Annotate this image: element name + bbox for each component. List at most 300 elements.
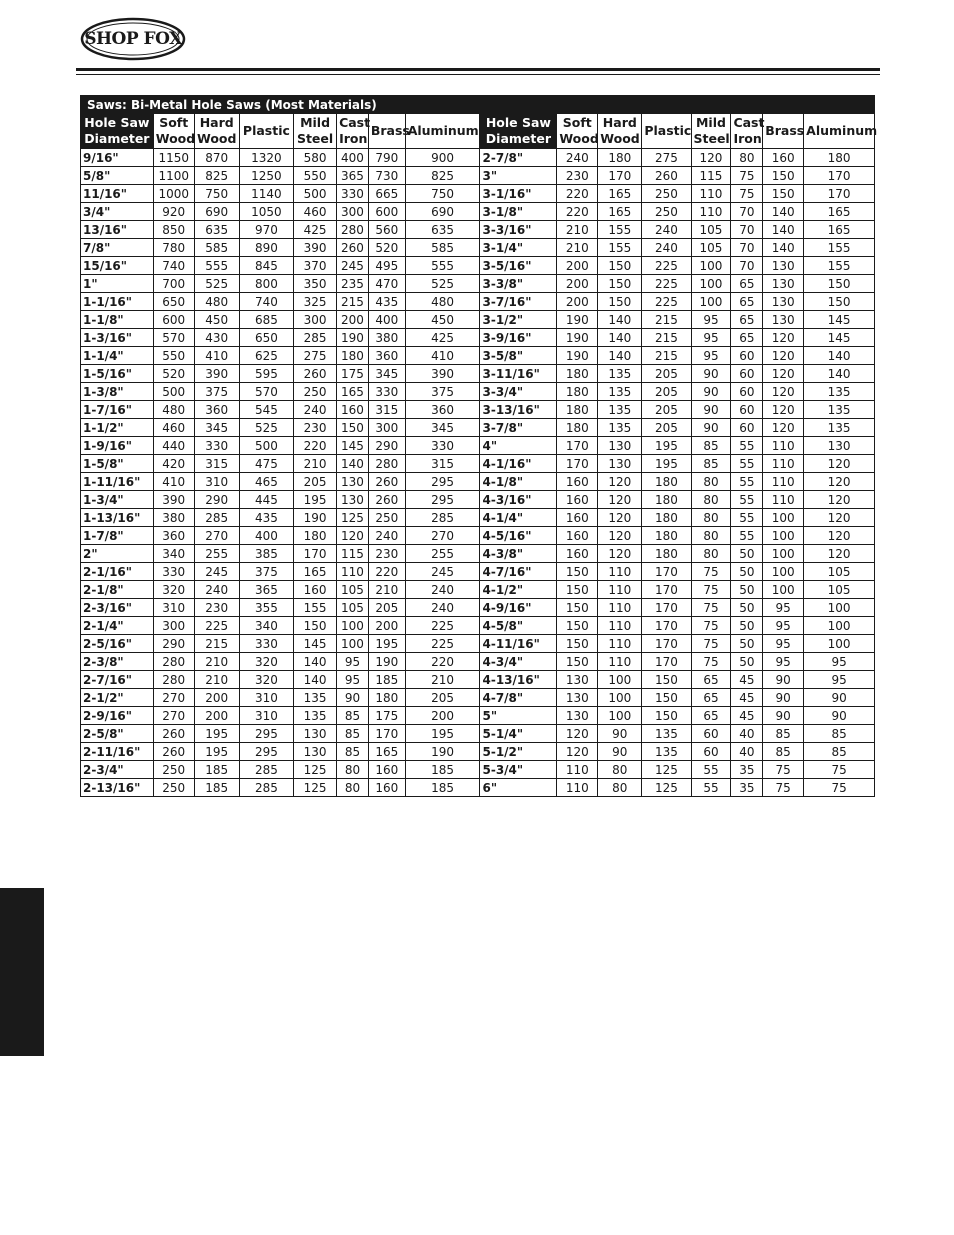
rpm-cell: 285 (239, 779, 293, 797)
rpm-cell: 285 (194, 509, 239, 527)
rpm-cell: 1250 (239, 167, 293, 185)
rpm-cell: 400 (337, 149, 369, 167)
table-row (81, 653, 875, 671)
table-row (81, 275, 875, 293)
rpm-cell: 90 (598, 743, 642, 761)
rpm-cell: 95 (337, 653, 369, 671)
rpm-cell: 110 (337, 563, 369, 581)
rpm-cell: 135 (642, 743, 691, 761)
rpm-cell: 635 (194, 221, 239, 239)
table-row (81, 491, 875, 509)
diameter-cell: 4-13/16" (480, 671, 557, 689)
rpm-cell: 1000 (153, 185, 194, 203)
rpm-cell: 120 (598, 527, 642, 545)
rpm-cell: 165 (804, 203, 875, 221)
rpm-cell: 200 (194, 707, 239, 725)
rpm-cell: 55 (731, 509, 763, 527)
rpm-cell: 120 (763, 329, 804, 347)
rpm-cell: 220 (405, 653, 480, 671)
rpm-cell: 150 (337, 419, 369, 437)
rpm-cell: 45 (731, 689, 763, 707)
rpm-cell: 180 (557, 419, 598, 437)
column-header: Hard Wood (194, 114, 239, 149)
rpm-cell: 65 (731, 311, 763, 329)
rpm-cell: 85 (804, 743, 875, 761)
rpm-cell: 410 (405, 347, 480, 365)
table-row (81, 221, 875, 239)
rpm-cell: 150 (598, 257, 642, 275)
rpm-cell: 80 (731, 149, 763, 167)
rpm-cell: 200 (405, 707, 480, 725)
diameter-cell: 2-7/8" (480, 149, 557, 167)
rpm-cell: 215 (194, 635, 239, 653)
rpm-cell: 200 (194, 689, 239, 707)
rpm-cell: 560 (368, 221, 405, 239)
rpm-cell: 170 (557, 437, 598, 455)
column-header: Soft Wood (153, 114, 194, 149)
rpm-cell: 150 (557, 635, 598, 653)
rpm-cell: 210 (405, 671, 480, 689)
rpm-cell: 100 (763, 563, 804, 581)
rpm-cell: 290 (194, 491, 239, 509)
table-row (81, 293, 875, 311)
rpm-cell: 125 (294, 779, 337, 797)
rpm-cell: 375 (405, 383, 480, 401)
diameter-cell: 1-5/8" (81, 455, 154, 473)
rpm-cell: 100 (337, 617, 369, 635)
column-header: Plastic (239, 114, 293, 149)
rpm-cell: 135 (598, 383, 642, 401)
rpm-cell: 170 (294, 545, 337, 563)
rpm-cell: 180 (642, 473, 691, 491)
rpm-cell: 330 (368, 383, 405, 401)
rpm-cell: 110 (763, 473, 804, 491)
diameter-cell: 3-3/16" (480, 221, 557, 239)
rpm-cell: 185 (405, 761, 480, 779)
column-header: Mild Steel (691, 114, 731, 149)
rpm-cell: 205 (642, 365, 691, 383)
rpm-cell: 180 (557, 401, 598, 419)
rpm-cell: 115 (691, 167, 731, 185)
rpm-cell: 255 (194, 545, 239, 563)
rpm-cell: 210 (194, 671, 239, 689)
rpm-cell: 300 (153, 617, 194, 635)
rpm-cell: 80 (691, 491, 731, 509)
diameter-cell: 1-7/16" (81, 401, 154, 419)
rpm-cell: 180 (337, 347, 369, 365)
rpm-cell: 110 (598, 617, 642, 635)
rpm-cell: 140 (294, 671, 337, 689)
rpm-cell: 95 (763, 635, 804, 653)
rpm-cell: 330 (337, 185, 369, 203)
diameter-cell: 5/8" (81, 167, 154, 185)
rpm-cell: 225 (405, 617, 480, 635)
rpm-cell: 185 (194, 761, 239, 779)
rpm-cell: 110 (763, 491, 804, 509)
diameter-cell: 4-1/8" (480, 473, 557, 491)
rpm-cell: 235 (337, 275, 369, 293)
rpm-cell: 130 (557, 707, 598, 725)
column-header: Mild Steel (294, 114, 337, 149)
rpm-cell: 555 (194, 257, 239, 275)
rpm-cell: 110 (763, 437, 804, 455)
rpm-cell: 240 (194, 581, 239, 599)
header-rule-thin (76, 74, 880, 75)
table-row (81, 365, 875, 383)
rpm-cell: 55 (691, 761, 731, 779)
rpm-cell: 100 (598, 707, 642, 725)
rpm-cell: 130 (294, 743, 337, 761)
rpm-cell: 120 (804, 455, 875, 473)
rpm-cell: 170 (557, 455, 598, 473)
rpm-cell: 75 (691, 581, 731, 599)
rpm-cell: 1100 (153, 167, 194, 185)
rpm-cell: 650 (239, 329, 293, 347)
rpm-cell: 580 (294, 149, 337, 167)
diameter-cell: 3-3/4" (480, 383, 557, 401)
rpm-cell: 240 (368, 527, 405, 545)
rpm-cell: 180 (368, 689, 405, 707)
rpm-cell: 245 (337, 257, 369, 275)
rpm-cell: 120 (763, 401, 804, 419)
diameter-cell: 1-1/8" (81, 311, 154, 329)
rpm-cell: 150 (804, 293, 875, 311)
diameter-cell: 7/8" (81, 239, 154, 257)
rpm-cell: 340 (239, 617, 293, 635)
rpm-cell: 230 (557, 167, 598, 185)
rpm-cell: 700 (153, 275, 194, 293)
rpm-cell: 200 (557, 257, 598, 275)
rpm-cell: 440 (153, 437, 194, 455)
rpm-cell: 740 (239, 293, 293, 311)
rpm-cell: 300 (294, 311, 337, 329)
table-row (81, 689, 875, 707)
rpm-cell: 1150 (153, 149, 194, 167)
diameter-cell: 3-11/16" (480, 365, 557, 383)
rpm-cell: 60 (691, 743, 731, 761)
rpm-cell: 120 (804, 545, 875, 563)
rpm-cell: 120 (598, 509, 642, 527)
shop-fox-logo (80, 17, 186, 61)
rpm-cell: 50 (731, 563, 763, 581)
rpm-cell: 130 (557, 689, 598, 707)
rpm-cell: 180 (642, 527, 691, 545)
rpm-cell: 360 (368, 347, 405, 365)
rpm-cell: 450 (405, 311, 480, 329)
rpm-cell: 185 (194, 779, 239, 797)
table-row (81, 455, 875, 473)
rpm-cell: 130 (598, 437, 642, 455)
rpm-cell: 90 (691, 383, 731, 401)
rpm-cell: 520 (153, 365, 194, 383)
rpm-cell: 100 (763, 581, 804, 599)
rpm-cell: 110 (598, 563, 642, 581)
rpm-cell: 225 (405, 635, 480, 653)
rpm-cell: 150 (804, 275, 875, 293)
rpm-cell: 205 (642, 419, 691, 437)
rpm-cell: 685 (239, 311, 293, 329)
rpm-cell: 290 (153, 635, 194, 653)
rpm-cell: 55 (731, 455, 763, 473)
rpm-cell: 70 (731, 221, 763, 239)
rpm-cell: 130 (294, 725, 337, 743)
rpm-cell: 260 (642, 167, 691, 185)
rpm-cell: 130 (763, 257, 804, 275)
diameter-cell: 5-3/4" (480, 761, 557, 779)
table-row (81, 545, 875, 563)
rpm-cell: 70 (731, 239, 763, 257)
rpm-cell: 110 (598, 599, 642, 617)
rpm-cell: 250 (642, 203, 691, 221)
column-header: Soft Wood (557, 114, 598, 149)
rpm-cell: 215 (642, 329, 691, 347)
rpm-cell: 310 (194, 473, 239, 491)
rpm-cell: 285 (405, 509, 480, 527)
diameter-cell: 3-5/16" (480, 257, 557, 275)
rpm-cell: 215 (642, 311, 691, 329)
rpm-cell: 95 (804, 653, 875, 671)
rpm-cell: 390 (405, 365, 480, 383)
rpm-cell: 100 (804, 635, 875, 653)
rpm-cell: 150 (598, 293, 642, 311)
rpm-cell: 140 (763, 221, 804, 239)
diameter-cell: 4-5/8" (480, 617, 557, 635)
rpm-cell: 130 (763, 311, 804, 329)
rpm-cell: 170 (804, 185, 875, 203)
diameter-cell: 3" (480, 167, 557, 185)
table-row (81, 563, 875, 581)
diameter-cell: 1-3/4" (81, 491, 154, 509)
rpm-cell: 245 (194, 563, 239, 581)
rpm-cell: 60 (731, 401, 763, 419)
rpm-cell: 100 (691, 257, 731, 275)
table-row (81, 527, 875, 545)
rpm-cell: 360 (194, 401, 239, 419)
diameter-cell: 1-1/4" (81, 347, 154, 365)
diameter-cell: 5-1/4" (480, 725, 557, 743)
rpm-cell: 145 (804, 311, 875, 329)
rpm-cell: 250 (153, 779, 194, 797)
rpm-cell: 285 (294, 329, 337, 347)
rpm-cell: 240 (642, 239, 691, 257)
rpm-cell: 95 (691, 329, 731, 347)
rpm-cell: 150 (557, 599, 598, 617)
rpm-cell: 170 (368, 725, 405, 743)
rpm-cell: 225 (642, 275, 691, 293)
rpm-cell: 140 (337, 455, 369, 473)
rpm-cell: 330 (194, 437, 239, 455)
rpm-cell: 185 (405, 779, 480, 797)
rpm-cell: 100 (598, 671, 642, 689)
rpm-cell: 275 (642, 149, 691, 167)
diameter-cell: 5" (480, 707, 557, 725)
rpm-cell: 225 (194, 617, 239, 635)
rpm-cell: 195 (194, 743, 239, 761)
rpm-cell: 870 (194, 149, 239, 167)
rpm-cell: 215 (642, 347, 691, 365)
diameter-cell: 2" (81, 545, 154, 563)
rpm-cell: 600 (368, 203, 405, 221)
rpm-cell: 130 (763, 275, 804, 293)
rpm-cell: 360 (153, 527, 194, 545)
table-row (81, 599, 875, 617)
table-row (81, 401, 875, 419)
diameter-cell: 2-1/16" (81, 563, 154, 581)
rpm-cell: 80 (691, 545, 731, 563)
rpm-cell: 165 (337, 383, 369, 401)
rpm-cell: 365 (337, 167, 369, 185)
rpm-cell: 480 (153, 401, 194, 419)
rpm-cell: 450 (194, 311, 239, 329)
rpm-cell: 320 (239, 653, 293, 671)
rpm-cell: 55 (731, 437, 763, 455)
rpm-cell: 160 (557, 527, 598, 545)
rpm-cell: 260 (368, 473, 405, 491)
rpm-cell: 55 (691, 779, 731, 797)
rpm-cell: 150 (557, 653, 598, 671)
rpm-cell: 970 (239, 221, 293, 239)
rpm-cell: 95 (337, 671, 369, 689)
column-header: Hole Saw Diameter (480, 114, 557, 149)
rpm-cell: 65 (691, 671, 731, 689)
rpm-cell: 170 (642, 563, 691, 581)
rpm-cell: 130 (337, 473, 369, 491)
rpm-cell: 460 (153, 419, 194, 437)
column-header: Aluminum (804, 114, 875, 149)
rpm-cell: 460 (294, 203, 337, 221)
rpm-cell: 65 (731, 275, 763, 293)
rpm-cell: 740 (153, 257, 194, 275)
rpm-cell: 400 (368, 311, 405, 329)
rpm-cell: 435 (368, 293, 405, 311)
rpm-cell: 165 (598, 185, 642, 203)
diameter-cell: 2-5/16" (81, 635, 154, 653)
rpm-cell: 790 (368, 149, 405, 167)
rpm-cell: 525 (405, 275, 480, 293)
rpm-cell: 80 (691, 527, 731, 545)
rpm-cell: 135 (598, 401, 642, 419)
rpm-cell: 125 (642, 779, 691, 797)
rpm-cell: 140 (804, 365, 875, 383)
table-row (81, 635, 875, 653)
rpm-cell: 135 (598, 365, 642, 383)
table-row (81, 185, 875, 203)
rpm-cell: 295 (405, 491, 480, 509)
rpm-cell: 520 (368, 239, 405, 257)
rpm-cell: 295 (239, 743, 293, 761)
rpm-cell: 175 (368, 707, 405, 725)
table-row (81, 239, 875, 257)
table-row (81, 617, 875, 635)
rpm-cell: 225 (642, 293, 691, 311)
rpm-cell: 635 (405, 221, 480, 239)
rpm-cell: 150 (642, 689, 691, 707)
rpm-cell: 150 (763, 167, 804, 185)
rpm-cell: 270 (405, 527, 480, 545)
rpm-cell: 90 (763, 689, 804, 707)
rpm-cell: 75 (731, 185, 763, 203)
rpm-cell: 240 (557, 149, 598, 167)
rpm-cell: 190 (368, 653, 405, 671)
rpm-cell: 150 (642, 671, 691, 689)
rpm-cell: 100 (691, 293, 731, 311)
rpm-cell: 150 (763, 185, 804, 203)
rpm-cell: 170 (642, 581, 691, 599)
rpm-cell: 275 (294, 347, 337, 365)
rpm-cell: 270 (194, 527, 239, 545)
rpm-cell: 550 (294, 167, 337, 185)
rpm-cell: 85 (337, 743, 369, 761)
rpm-cell: 130 (763, 293, 804, 311)
rpm-cell: 375 (194, 383, 239, 401)
rpm-cell: 140 (763, 239, 804, 257)
rpm-cell: 280 (368, 455, 405, 473)
column-header: Cast Iron (731, 114, 763, 149)
rpm-cell: 825 (405, 167, 480, 185)
rpm-cell: 355 (239, 599, 293, 617)
diameter-cell: 1-3/8" (81, 383, 154, 401)
rpm-cell: 115 (337, 545, 369, 563)
rpm-cell: 585 (405, 239, 480, 257)
rpm-cell: 100 (763, 545, 804, 563)
rpm-cell: 120 (804, 473, 875, 491)
diameter-cell: 4-3/8" (480, 545, 557, 563)
table-row (81, 149, 875, 167)
rpm-cell: 50 (731, 617, 763, 635)
rpm-cell: 100 (337, 635, 369, 653)
diameter-cell: 1" (81, 275, 154, 293)
rpm-cell: 160 (557, 509, 598, 527)
rpm-cell: 690 (405, 203, 480, 221)
rpm-cell: 120 (804, 527, 875, 545)
rpm-cell: 130 (557, 671, 598, 689)
rpm-cell: 260 (153, 743, 194, 761)
rpm-cell: 135 (804, 383, 875, 401)
rpm-cell: 240 (405, 581, 480, 599)
rpm-cell: 240 (405, 599, 480, 617)
rpm-cell: 55 (731, 527, 763, 545)
rpm-cell: 260 (294, 365, 337, 383)
diameter-cell: 3-1/4" (480, 239, 557, 257)
rpm-cell: 500 (153, 383, 194, 401)
rpm-cell: 130 (598, 455, 642, 473)
rpm-cell: 60 (731, 365, 763, 383)
rpm-cell: 75 (691, 599, 731, 617)
rpm-cell: 205 (368, 599, 405, 617)
rpm-cell: 425 (294, 221, 337, 239)
diameter-cell: 1-3/16" (81, 329, 154, 347)
rpm-cell: 300 (368, 419, 405, 437)
rpm-cell: 240 (294, 401, 337, 419)
rpm-cell: 320 (239, 671, 293, 689)
rpm-cell: 100 (763, 509, 804, 527)
rpm-cell: 85 (691, 437, 731, 455)
rpm-cell: 120 (598, 491, 642, 509)
rpm-cell: 285 (239, 761, 293, 779)
rpm-cell: 190 (557, 311, 598, 329)
rpm-cell: 90 (763, 671, 804, 689)
table-row (81, 383, 875, 401)
rpm-cell: 690 (194, 203, 239, 221)
rpm-cell: 180 (557, 383, 598, 401)
rpm-cell: 200 (557, 275, 598, 293)
rpm-cell: 330 (153, 563, 194, 581)
rpm-cell: 85 (804, 725, 875, 743)
rpm-cell: 150 (557, 617, 598, 635)
diameter-cell: 4-3/16" (480, 491, 557, 509)
table-row (81, 707, 875, 725)
rpm-cell: 55 (731, 473, 763, 491)
